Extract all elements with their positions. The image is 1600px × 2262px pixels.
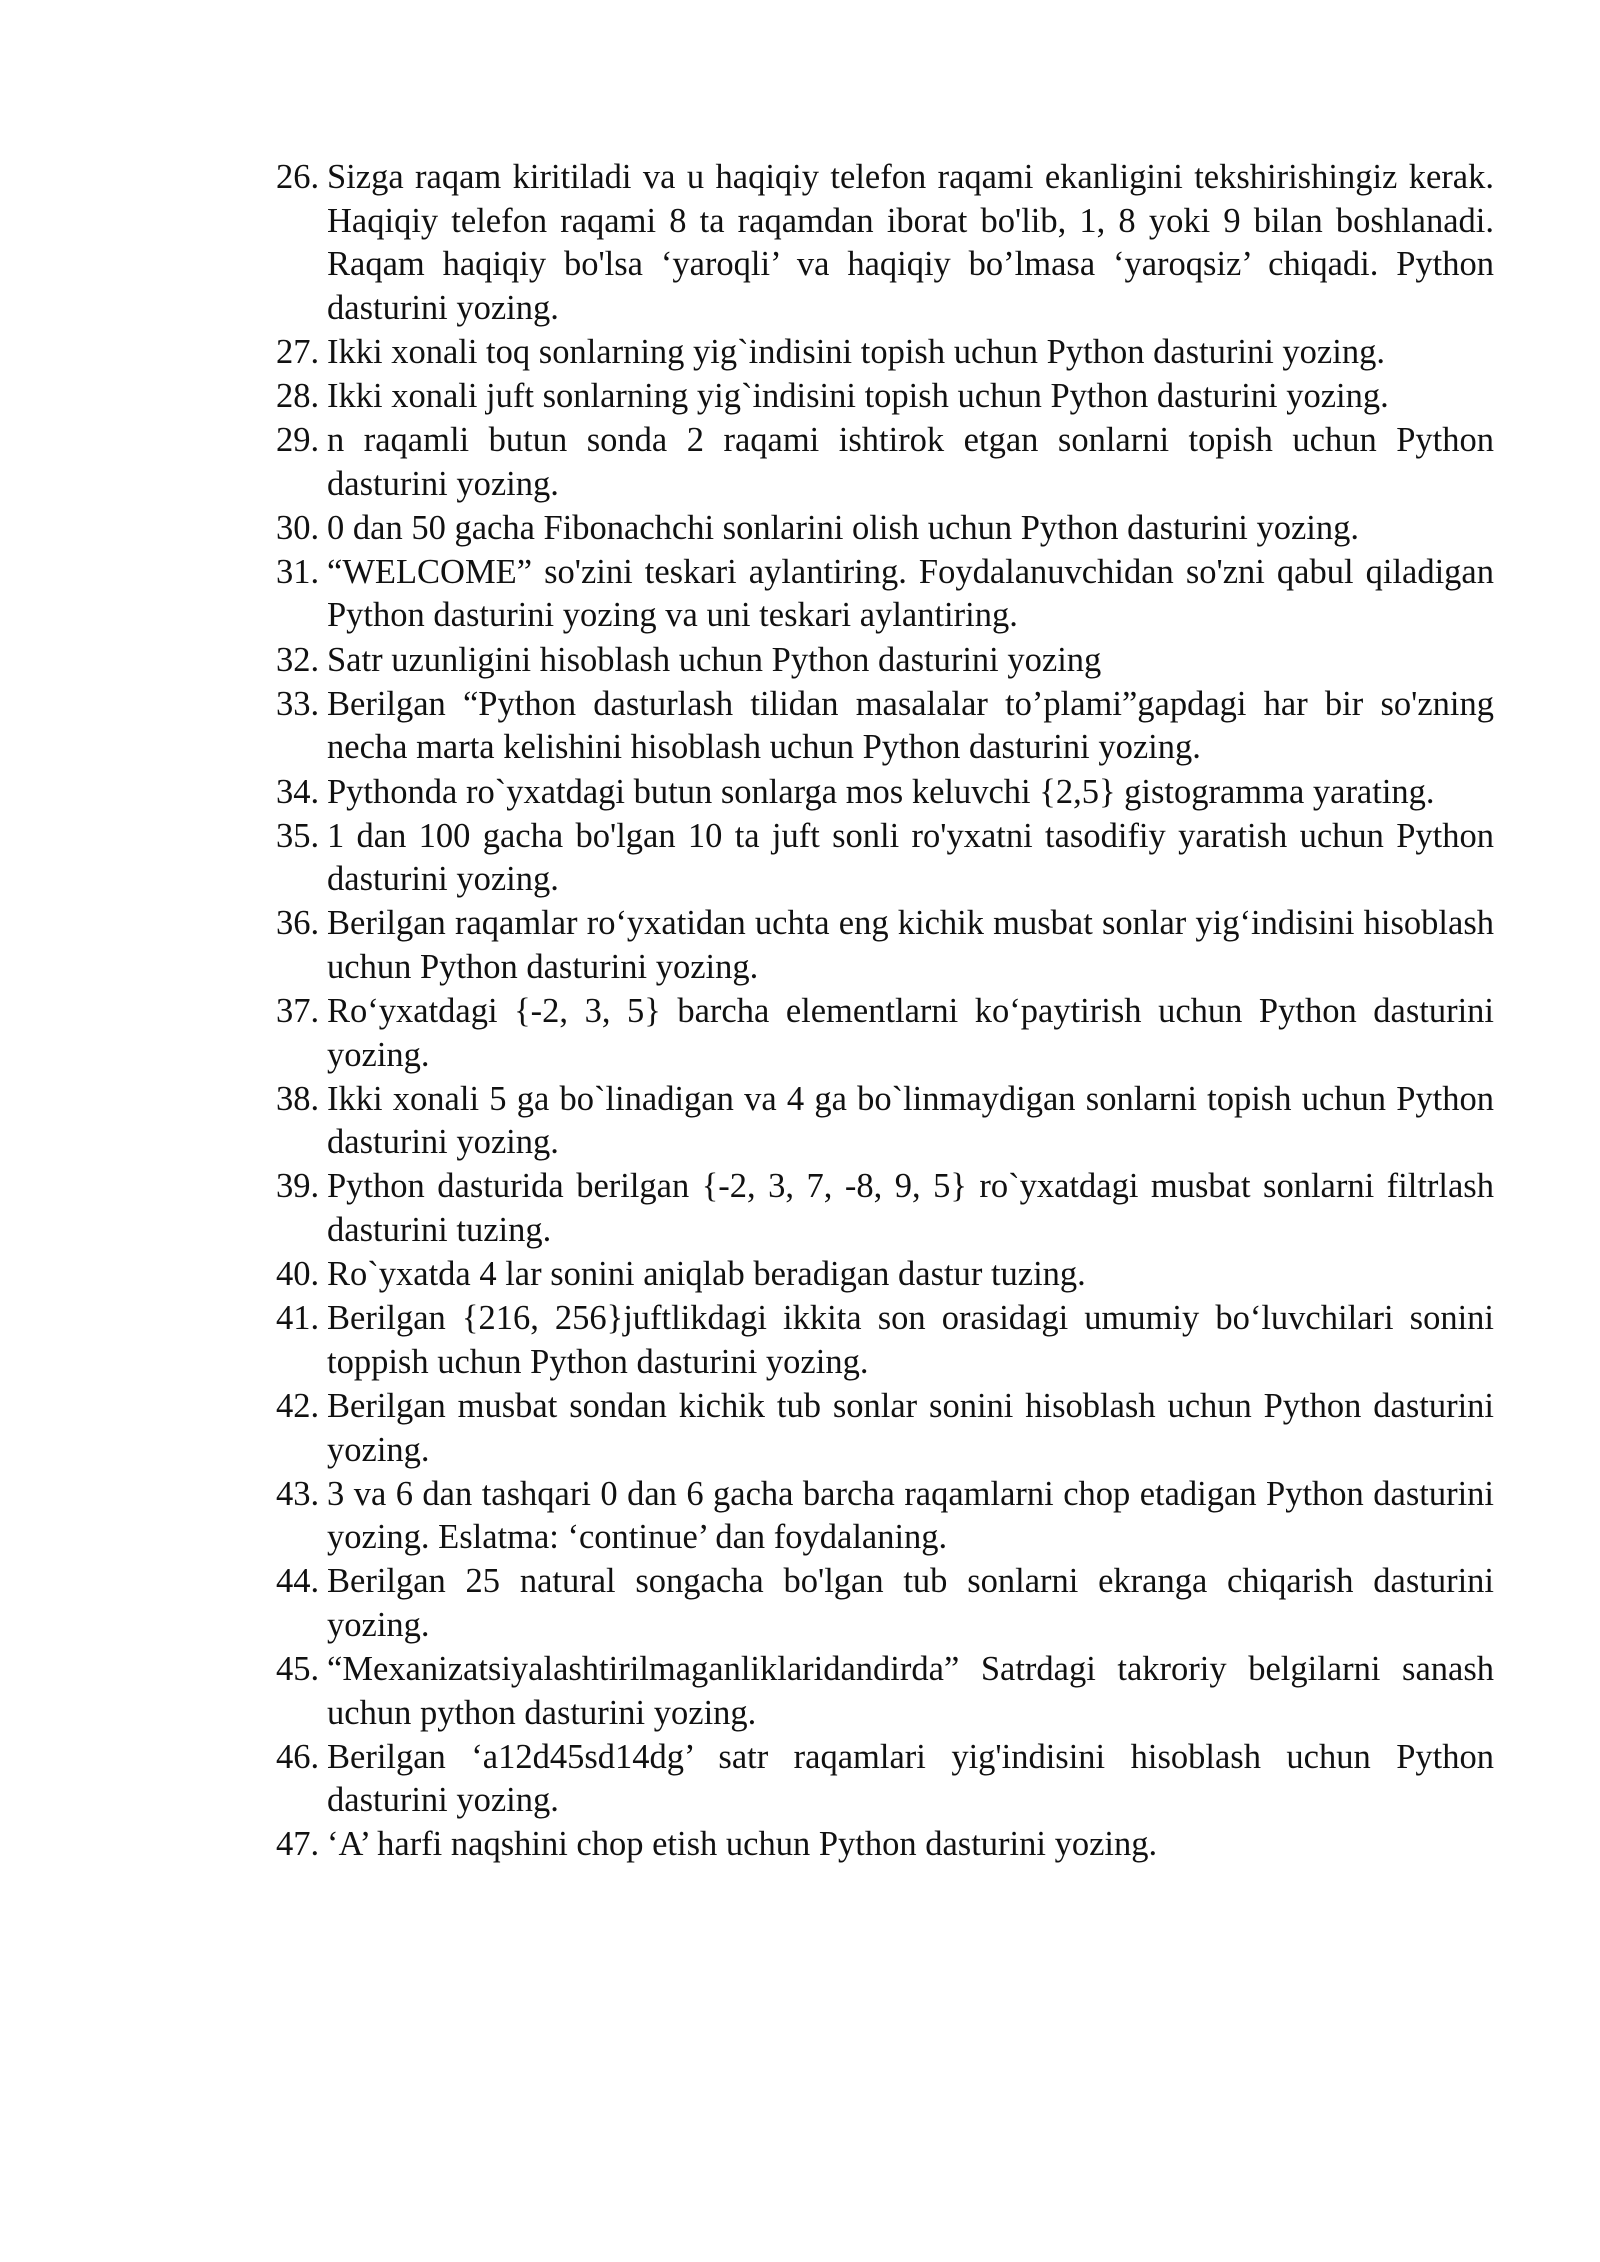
task-number: 43. (276, 1474, 320, 1513)
task-text: 1 dan 100 gacha bo'lgan 10 ta juft sonli ro'yxatni tasodifiy yaratish uchun Python dasturini yozing. (327, 816, 1494, 899)
task-item (276, 1165, 1494, 1252)
task-number: 37. (276, 992, 320, 1031)
task-item (276, 551, 1494, 638)
task-item (276, 683, 1494, 770)
task-number: 36. (276, 904, 320, 943)
task-item (276, 156, 1494, 330)
task-item (276, 815, 1494, 902)
task-text: Ikki xonali juft sonlarning yig`indisini topish uchun Python dasturini yozing. (327, 376, 1389, 415)
task-text: “Mexanizatsiyalashtirilmaganliklaridandirda” Satrdagi takroriy belgilarni sanash uchun python dasturini yozing. (327, 1650, 1494, 1732)
task-text: Pythonda ro`yxatdagi butun sonlarga mos keluvchi {2,5} gistogramma yarating. (327, 772, 1435, 811)
task-item (276, 419, 1494, 506)
task-number: 27. (276, 332, 320, 371)
task-item (276, 507, 1494, 551)
task-text: Berilgan musbat sondan kichik tub sonlar sonini hisoblash uchun Python dasturini yozing. (327, 1387, 1494, 1469)
task-item (276, 1253, 1494, 1297)
task-number: 44. (276, 1562, 320, 1601)
task-item (276, 1473, 1494, 1560)
task-item (276, 1297, 1494, 1384)
task-text: ‘A’ harfi naqshini chop etish uchun Python dasturini yozing. (327, 1825, 1158, 1864)
task-text: “WELCOME” so'zini teskari aylantiring. Foydalanuvchidan so'zni qabul qiladigan Python dasturini yozing va uni teskari aylantiring. (327, 552, 1494, 635)
task-text: Ikki xonali 5 ga bo`linadigan va 4 ga bo`linmaydigan sonlarni topish uchun Python dasturini yozing. (327, 1079, 1494, 1162)
task-number: 26. (276, 158, 320, 196)
task-text: Ro‘yxatdagi {-2, 3, 5} barcha elementlarni ko‘paytirish uchun Python dasturini yozing. (327, 992, 1494, 1074)
task-item (276, 1560, 1494, 1647)
task-item (276, 771, 1494, 815)
task-item (276, 639, 1494, 683)
task-item (276, 1736, 1494, 1823)
task-number: 30. (276, 508, 320, 547)
task-number: 31. (276, 552, 320, 591)
task-text: Sizga raqam kiritiladi va u haqiqiy telefon raqami ekanligini tekshirishingiz kerak. Haqiqiy telefon raqami 8 ta raqamdan iborat bo'lib, 1, 8 yoki 9 bilan boshlanadi. Raqam haqiqiy bo'lsa ‘yaroqli’ va haqiqiy bo’lmasa ‘yaroqsiz’ chiqadi. Python dasturini yozing. (327, 158, 1494, 327)
task-text: Ro`yxatda 4 lar sonini aniqlab beradigan dastur tuzing. (327, 1255, 1086, 1294)
task-text: Berilgan raqamlar ro‘yxatidan uchta eng kichik musbat sonlar yig‘indisini hisoblash uchun Python dasturini yozing. (327, 904, 1494, 986)
task-item (276, 990, 1494, 1077)
task-number: 35. (276, 816, 320, 855)
task-text: 0 dan 50 gacha Fibonachchi sonlarini olish uchun Python dasturini yozing. (327, 508, 1359, 547)
task-number: 34. (276, 772, 320, 811)
task-list (276, 156, 1494, 1868)
task-item (276, 902, 1494, 989)
task-number: 38. (276, 1079, 320, 1118)
task-number: 45. (276, 1650, 320, 1689)
task-text: Python dasturida berilgan {-2, 3, 7, -8, 9, 5} ro`yxatdagi musbat sonlarni filtrlash dasturini tuzing. (327, 1167, 1494, 1249)
task-text: Ikki xonali toq sonlarning yig`indisini topish uchun Python dasturini yozing. (327, 332, 1385, 371)
task-number: 47. (276, 1825, 320, 1864)
task-text: 3 va 6 dan tashqari 0 dan 6 gacha barcha raqamlarni chop etadigan Python dasturini yozing. Eslatma: ‘continue’ dan foydalaning. (327, 1474, 1494, 1557)
task-item (276, 375, 1494, 419)
task-item (276, 1078, 1494, 1165)
task-text: Berilgan {216, 256}juftlikdagi ikkita son orasidagi umumiy bo‘luvchilari sonini toppish uchun Python dasturini yozing. (327, 1299, 1494, 1381)
task-number: 41. (276, 1299, 320, 1338)
task-text: Berilgan “Python dasturlash tilidan masalalar to’plami”gapdagi har bir so'zning necha marta kelishini hisoblash uchun Python dasturini yozing. (327, 684, 1494, 767)
task-text: Satr uzunligini hisoblash uchun Python dasturini yozing (327, 640, 1102, 679)
task-number: 29. (276, 421, 320, 460)
task-item (276, 1648, 1494, 1735)
task-number: 46. (276, 1737, 320, 1776)
task-text: Berilgan ‘a12d45sd14dg’ satr raqamlari yig'indisini hisoblash uchun Python dasturini yozing. (327, 1737, 1494, 1820)
task-item (276, 1823, 1494, 1867)
task-number: 32. (276, 640, 320, 679)
task-text: Berilgan 25 natural songacha bo'lgan tub sonlarni ekranga chiqarish dasturini yozing. (327, 1562, 1494, 1644)
task-number: 42. (276, 1387, 320, 1425)
task-item (276, 1385, 1494, 1472)
task-number: 39. (276, 1167, 320, 1206)
task-item (276, 331, 1494, 375)
task-number: 40. (276, 1255, 320, 1294)
task-number: 33. (276, 684, 320, 723)
task-text: n raqamli butun sonda 2 raqami ishtirok etgan sonlarni topish uchun Python dasturini yozing. (327, 421, 1494, 503)
task-number: 28. (276, 376, 320, 415)
